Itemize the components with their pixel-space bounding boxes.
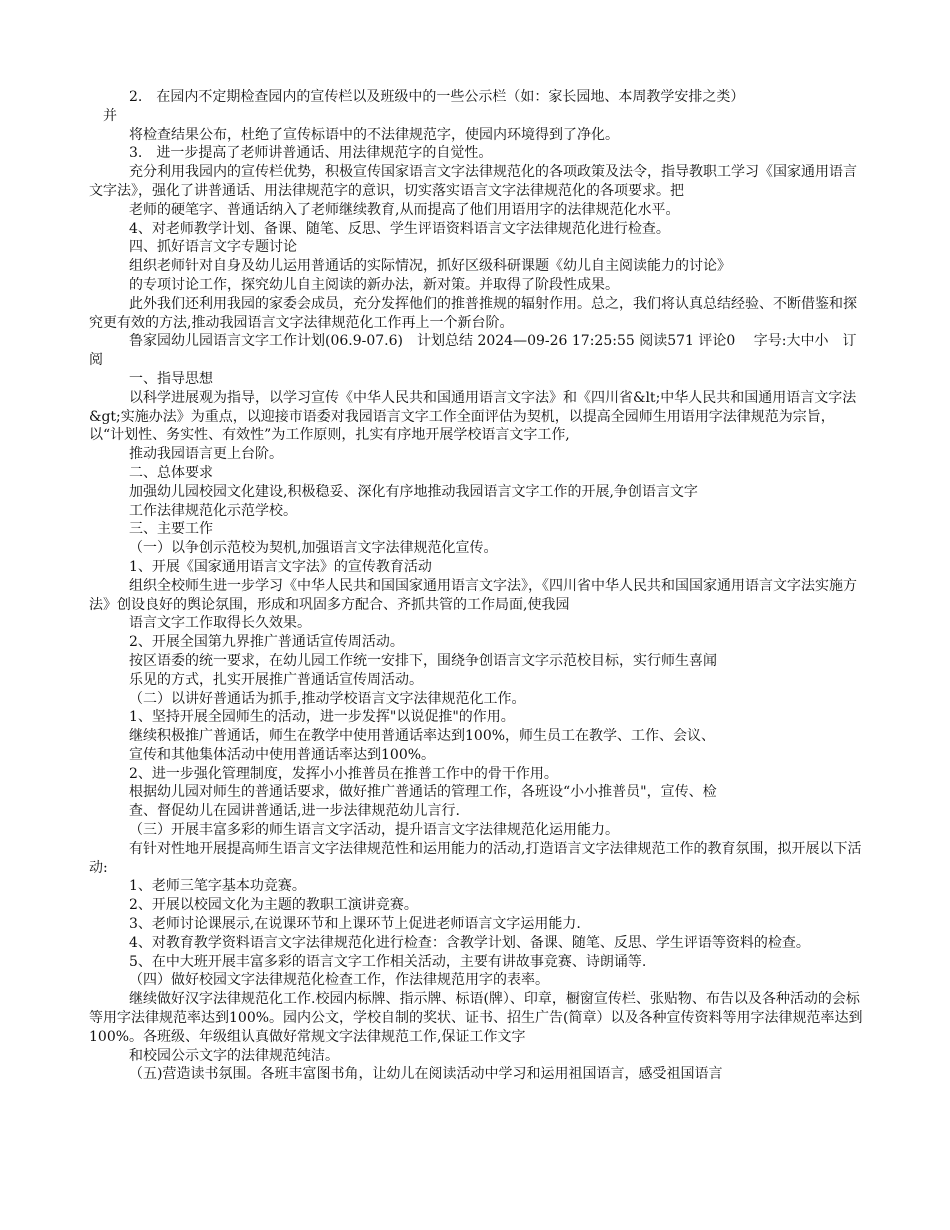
paragraph: 1、老师三笔字基本功竞赛。 <box>129 878 306 895</box>
paragraph: 组织老师针对自身及幼儿运用普通话的实际情况，抓好区级科研课题《幼儿自主阅读能力的讨论》 <box>129 258 731 275</box>
paragraph: （一）以争创示范校为契机,加强语言文字法律规范化宣传。 <box>129 540 498 557</box>
paragraph: 5、在中大班开展丰富多彩的语言文字工作相关活动，主要有讲故事竞赛、诗朗诵等. <box>129 953 647 970</box>
paragraph: 1、开展《国家通用语言文字法》的宣传教育活动 <box>129 558 432 575</box>
paragraph: 将检查结果公布，杜绝了宣传标语中的不法律规范字，使园内环境得到了净化。 <box>129 126 619 143</box>
paragraph: 一、指导思想 <box>129 370 213 387</box>
paragraph: 二、总体要求 <box>129 464 213 481</box>
document-body <box>89 88 864 1084</box>
paragraph: 3、老师讨论课展示,在说课环节和上课环节上促进老师语言文字运用能力. <box>129 916 581 933</box>
paragraph: （二）以讲好普通话为抓手,推动学校语言文字法律规范化工作。 <box>129 690 526 707</box>
paragraph: 并 <box>89 107 117 124</box>
paragraph: 和校园公示文字的法律规范纯洁。 <box>129 1047 339 1064</box>
paragraph: 充分利用我园内的宣传栏优势，积极宣传国家语言文字法律规范化的各项政策及法令，指导教职工学习《国家通用语言文字法》，强化了讲普通话、用法律规范字的意识，切实落实语言文字法律规范化的各项要求。把 <box>89 164 857 199</box>
paragraph: 工作法律规范化示范学校。 <box>129 502 297 519</box>
paragraph: 按区语委的统一要求，在幼儿园工作统一安排下，围绕争创语言文字示范校目标，实行师生喜闻 <box>129 652 717 669</box>
paragraph: 查、督促幼儿在园讲普通话,进一步法律规范幼儿言行. <box>129 803 460 820</box>
paragraph: 4、对老师教学计划、备课、随笔、反思、学生评语资料语言文字法律规范化进行检查。 <box>129 220 670 237</box>
paragraph: （五)营造读书氛围。各班丰富图书角，让幼儿在阅读活动中学习和运用祖国语言，感受祖国语言 <box>129 1066 723 1083</box>
paragraph: （三）开展丰富多彩的师生语言文字活动，提升语言文字法律规范化运用能力。 <box>129 822 619 839</box>
paragraph: 宣传和其他集体活动中使用普通话率达到100%。 <box>129 746 436 763</box>
paragraph: 语言文字工作取得长久效果。 <box>129 615 311 632</box>
paragraph: 的专项讨论工作，探究幼儿自主阅读的新办法，新对策。并取得了阶段性成果。 <box>129 276 619 293</box>
paragraph: 2. 在园内不定期检查园内的宣传栏以及班级中的一些公示栏（如：家长园地、本周教学安排之类） <box>129 89 745 105</box>
paragraph: 2、开展以校园文化为主题的教职工演讲竞赛。 <box>129 897 418 914</box>
paragraph: 组织全校师生进一步学习《中华人民共和国国家通用语言文字法》，《四川省中华人民共和国国家通用语言文字法实施方法》创设良好的舆论氛围，形成和巩固多方配合、齐抓共管的工作局面,使我园 <box>89 577 857 613</box>
paragraph: 推动我园语言更上台阶。 <box>129 446 283 463</box>
paragraph: 乐见的方式，扎实开展推广普通话宣传周活动。 <box>129 671 423 688</box>
paragraph: 有针对性地开展提高师生语言文字法律规范性和运用能力的活动,打造语言文字法律规范工作的教育氛围，拟开展以下活动: <box>89 840 862 876</box>
paragraph: 2、开展全国第九界推广普通话宣传周活动。 <box>129 634 404 651</box>
paragraph: （四）做好校园文字法律规范化检查工作，作法律规范用字的表率。 <box>129 972 549 989</box>
paragraph: 加强幼儿园校园文化建设,积极稳妥、深化有序地推动我园语言文字工作的开展,争创语言文字 <box>129 483 698 500</box>
paragraph: 老师的硬笔字、普通话纳入了老师继续教育,从而提高了他们用语用字的法律规范化水平。 <box>129 201 680 218</box>
paragraph: 四、抓好语言文字专题讨论 <box>129 239 297 256</box>
paragraph: 继续积极推广普通话，师生在教学中使用普通话率达到100%，师生员工在教学、工作、会议、 <box>129 728 716 745</box>
paragraph: 鲁家园幼儿园语言文字工作计划(06.9-07.6) 计划总结 2024—09-26 17:25:55 阅读571 评论0 字号:大中小 订阅 <box>89 333 857 369</box>
paragraph: 1、坚持开展全园师生的活动，进一步发挥"以说促推"的作用。 <box>129 709 515 726</box>
paragraph: 继续做好汉字法律规范化工作.校园内标牌、指示牌、标语(牌）、印章，橱窗宣传栏、张贴物、布告以及各种活动的会标等用字法律规范率达到100%。园内公文，学校自制的奖状、证书、招生广告(简章）以及各种宣传资料等用字法律规范率达到100%。各班级、年级组认真做好常规文字法律规范工作,保证工作文字 <box>89 991 863 1045</box>
paragraph: 此外我们还利用我园的家委会成员，充分发挥他们的推普推规的辐射作用。总之，我们将认真总结经验、不断借鉴和探究更有效的方法,推动我园语言文字法律规范化工作再上一个新台阶。 <box>89 295 857 331</box>
paragraph: 以科学进展观为指导，以学习宣传《中华人民共和国通用语言文字法》和《四川省&lt;中华人民共和国通用语言文字法&gt;实施办法》为重点，以迎接市语委对我园语言文字工作全面评估为契机，以提高全园师生用语用字法律规范为宗旨，以“计划性、务实性、有效性”为工作原则，扎实有序地开展学校语言文字工作, <box>89 389 857 444</box>
paragraph: 3. 进一步提高了老师讲普通话、用法律规范字的自觉性。 <box>129 145 493 162</box>
paragraph: 三、主要工作 <box>129 521 213 538</box>
paragraph: 根据幼儿园对师生的普通话要求，做好推广普通话的管理工作，各班设“小小推普员"，宣传、检 <box>129 784 717 801</box>
paragraph: 2、进一步强化管理制度，发挥小小推普员在推普工作中的骨干作用。 <box>129 765 558 782</box>
paragraph: 4、对教育教学资料语言文字法律规范化进行检查：含教学计划、备课、随笔、反思、学生评语等资料的检查。 <box>129 934 810 951</box>
